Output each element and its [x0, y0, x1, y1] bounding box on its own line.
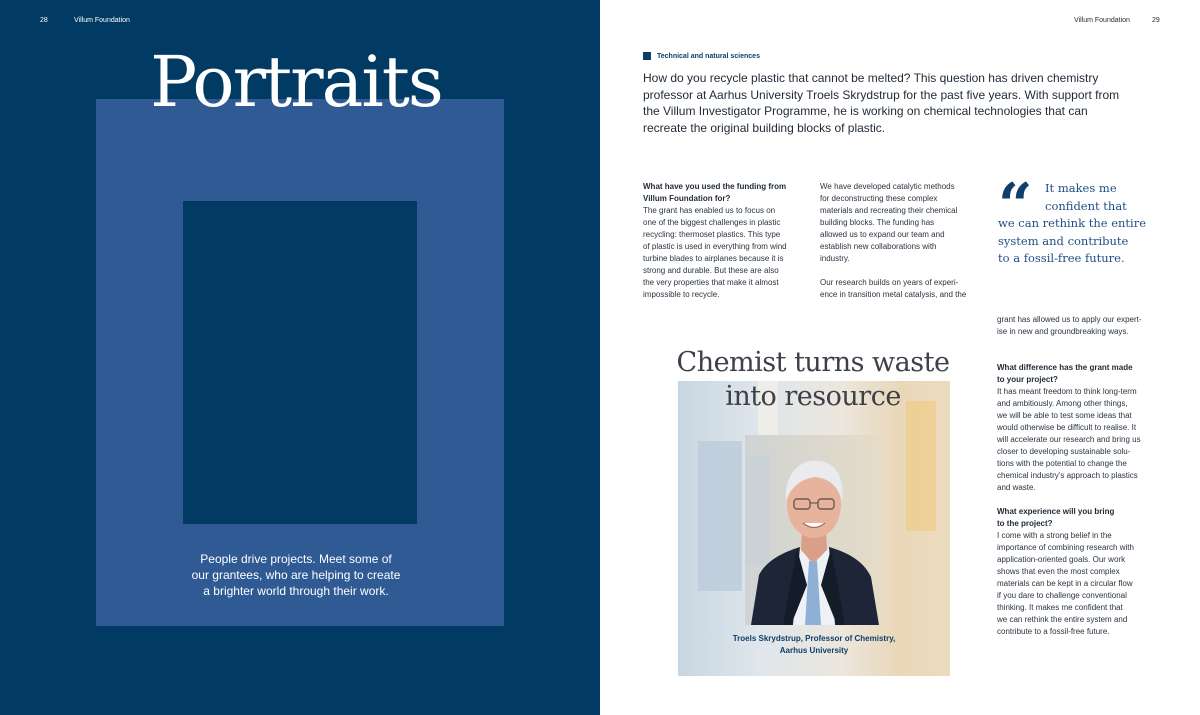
right-page [600, 0, 1200, 715]
answer-line: we can rethink the entire system and [997, 615, 1128, 624]
quote-line: to a fossil-free future. [998, 251, 1125, 265]
caption-line: Aarhus University [779, 645, 849, 655]
answer-line: will accelerate our research and bring us [997, 435, 1141, 444]
category-text: Technical and natural sciences [657, 52, 760, 60]
answer-line: and waste. [997, 483, 1036, 492]
person-portrait-icon [745, 435, 882, 625]
intro-line: a brighter world through their work. [203, 584, 389, 598]
answer-line: recycling: thermoset plastics. This type [643, 230, 781, 239]
answer-line: the very properties that make it almost [643, 278, 779, 287]
body-line: establish new collaborations with [820, 242, 937, 251]
lead-line: professor at Aarhus University Troels Skrydstrup for the past five years. With support from [643, 87, 1120, 102]
answer-line: contribute to a fossil-free future. [997, 627, 1110, 636]
answer-line: closer to developing sustainable solu- [997, 447, 1131, 456]
quote-line: It makes me [1045, 181, 1117, 195]
running-header: Villum Foundation [74, 17, 130, 24]
answer-line: chemical industry’s approach to plastics [997, 471, 1138, 480]
body-column-1 [643, 181, 799, 301]
article-title-line: into resource [725, 381, 901, 412]
page-number: 29 [1152, 17, 1160, 24]
section-intro [150, 551, 442, 599]
lead-paragraph [643, 70, 1143, 136]
pull-quote [998, 171, 1168, 268]
answer-line: and ambitiously. Among other things, [997, 399, 1128, 408]
page-number: 28 [40, 17, 48, 24]
question-1: Villum Foundation for? [643, 194, 731, 203]
quote-line: system and contribute [998, 233, 1129, 248]
body-line: We have developed catalytic methods [820, 182, 955, 191]
article-title-line: Chemist turns waste [676, 347, 950, 378]
answer-line: tions with the potential to change the [997, 459, 1127, 468]
body-column-3 [997, 314, 1162, 638]
running-header: Villum Foundation [1074, 17, 1130, 24]
body-line: grant has allowed us to apply our expert- [997, 315, 1142, 324]
body-line: allowed us to expand our team and [820, 230, 945, 239]
answer-line: would otherwise be difficult to realise. It [997, 423, 1137, 432]
answer-line: if you dare to challenge conventional [997, 591, 1127, 600]
caption-line: Troels Skrydstrup, Professor of Chemistry, [732, 634, 896, 643]
question-3: What experience will you bring [997, 507, 1115, 516]
answer-line: we will be able to test some ideas that [997, 411, 1132, 420]
photo-caption [678, 633, 950, 656]
answer-line: of plastic is used in everything from wind [643, 242, 787, 251]
answer-line: It has meant freedom to think long-term [997, 387, 1137, 396]
lead-line: How do you recycle plastic that cannot be melted? This question has driven chemistry [643, 71, 1099, 85]
body-line: industry. [820, 254, 850, 263]
answer-line: thinking. It makes me confident that [997, 603, 1123, 612]
body-column-2 [820, 181, 984, 301]
category-square-icon [643, 52, 651, 60]
answer-line: one of the biggest challenges in plastic [643, 218, 781, 227]
intro-line: People drive projects. Meet some of [200, 552, 392, 566]
quote-line: confident that [1045, 198, 1127, 213]
body-line: Our research builds on years of experi- [820, 278, 959, 287]
body-line: ence in transition metal catalysis, and the [820, 290, 967, 299]
answer-line: shows that even the most complex [997, 567, 1120, 576]
portrait-photo [745, 435, 882, 625]
body-line: for deconstructing these complex [820, 194, 938, 203]
answer-line: strong and durable. But these are also [643, 266, 779, 275]
lead-line: the Villum Investigator Programme, he is working on chemical technologies that can [643, 104, 1088, 118]
quote-mark-icon: “ [998, 171, 1033, 241]
body-line: materials and recreating their chemical [820, 206, 958, 215]
section-title: Portraits [150, 41, 442, 123]
answer-line: application-oriented goals. Our work [997, 555, 1126, 564]
intro-line: our grantees, who are helping to create [191, 568, 401, 582]
question-2: What difference has the grant made [997, 363, 1133, 372]
answer-line: I come with a strong belief in the [997, 531, 1112, 540]
decorative-frame-inner [183, 201, 417, 524]
answer-line: The grant has enabled us to focus on [643, 206, 776, 215]
question-1: What have you used the funding from [643, 182, 787, 191]
lead-line: recreate the original building blocks of plastic. [643, 120, 886, 135]
article-title [662, 346, 964, 414]
answer-line: turbine blades to airplanes because it is [643, 254, 784, 263]
quote-line: we can rethink the entire [998, 216, 1147, 230]
body-line: building blocks. The funding has [820, 218, 935, 227]
question-2: to your project? [997, 375, 1058, 384]
answer-line: importance of combining research with [997, 543, 1134, 552]
portrait-photo-frame [678, 381, 950, 676]
answer-line: materials can be kept in a circular flow [997, 579, 1133, 588]
question-3: to the project? [997, 519, 1053, 528]
body-line: ise in new and groundbreaking ways. [997, 327, 1129, 336]
answer-line: impossible to recycle. [643, 290, 720, 299]
category-label [643, 51, 760, 61]
